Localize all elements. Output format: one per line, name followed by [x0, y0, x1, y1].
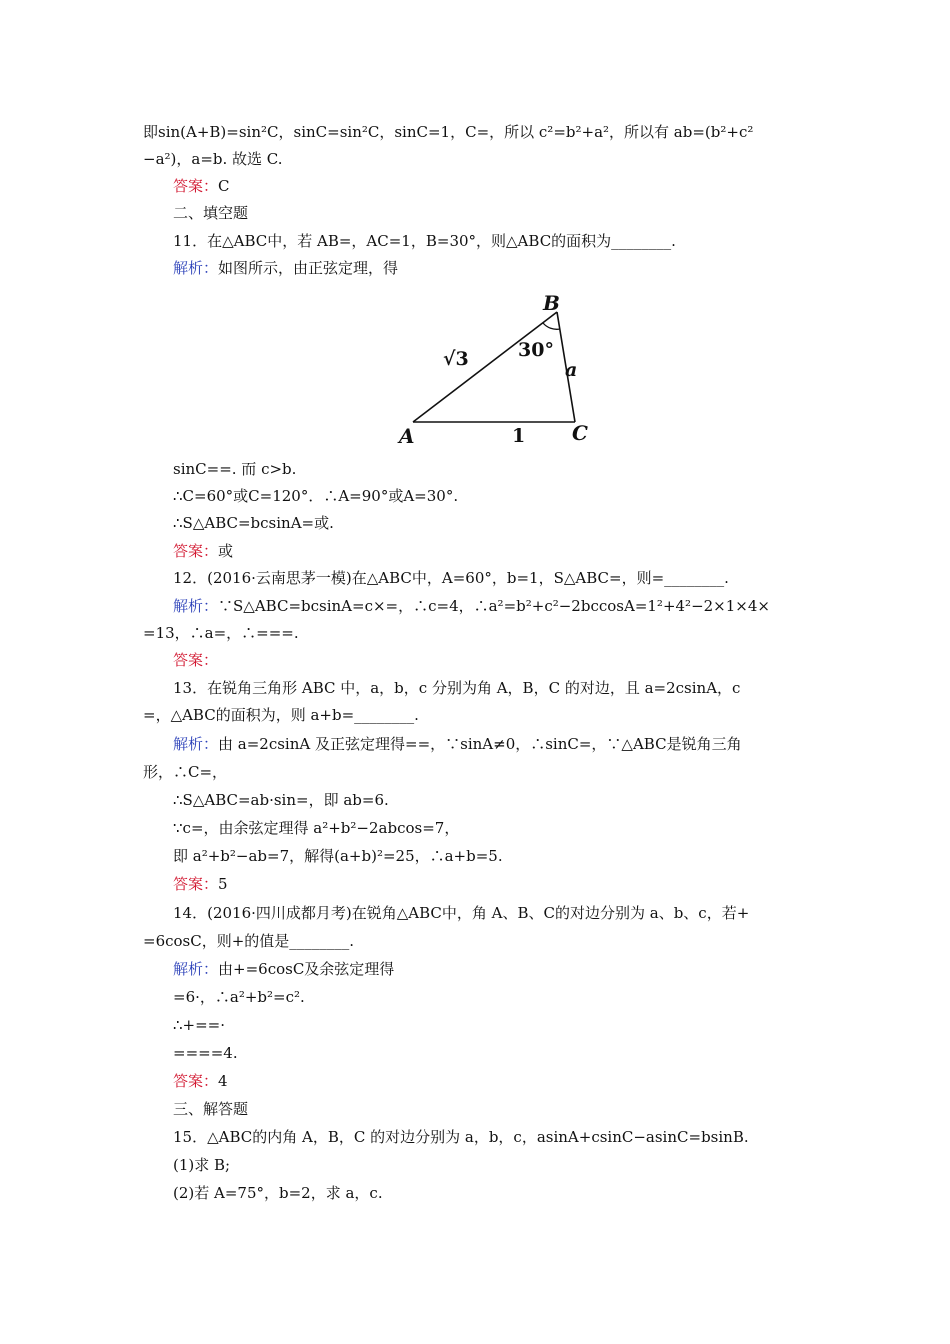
analysis-line: 解析：∵S△ABC=bcsinA=c×=，∴c=4，∴a²=b²+c²−2bccosA=1²+4²−2×1×4×	[173, 597, 770, 615]
text-line: ∴S△ABC=ab·sin=，即 ab=6.	[173, 791, 389, 809]
answer-label: 答案：	[173, 542, 219, 560]
text-line: ∴+==·	[173, 1016, 226, 1034]
analysis-line: 解析：由 a=2csinA 及正弦定理得==，∵sinA≠0，∴sinC=，∵△ABC是锐角三角	[173, 735, 742, 753]
section-heading: 二、填空题	[173, 204, 249, 222]
text-line: =，△ABC的面积为，则 a+b=________.	[143, 706, 419, 724]
text-line: ∵c=，由余弦定理得 a²+b²−2abcos=7，	[173, 819, 460, 837]
text-line: ∴S△ABC=bcsinA=或.	[173, 514, 334, 532]
analysis-label: 解析：	[173, 597, 219, 615]
answer-line: 答案：5	[173, 875, 228, 893]
text-line: −a²)，a=b. 故选 C.	[143, 150, 283, 168]
analysis-label: 解析：	[173, 259, 219, 277]
text-line: =6cosC，则+的值是________.	[143, 932, 355, 950]
answer-label: 答案：	[173, 651, 219, 669]
text-line: ====4.	[173, 1044, 238, 1062]
angle-b-label: 30°	[518, 339, 554, 361]
question-line: 15．△ABC的内角 A，B，C 的对边分别为 a，b，c，asinA+csinC−asinC=bsinB.	[173, 1128, 749, 1146]
section-heading: 三、解答题	[173, 1100, 249, 1118]
question-line: 13．在锐角三角形 ABC 中，a，b，c 分别为角 A，B，C 的对边，且 a=2csinA，c	[173, 679, 741, 697]
question-line: 12．(2016·云南思茅一模)在△ABC中，A=60°，b=1，S△ABC=，则=________.	[173, 569, 729, 587]
text-line: sinC==. 而 c>b.	[173, 460, 297, 478]
answer-line: 答案：4	[173, 1072, 228, 1090]
analysis-label: 解析：	[173, 960, 219, 978]
analysis-line: 解析：如图所示，由正弦定理，得	[173, 259, 399, 277]
question-line: 11．在△ABC中，若 AB=，AC=1，B=30°，则△ABC的面积为________.	[173, 232, 676, 250]
text-line: =13，∴a=，∴===.	[143, 624, 299, 642]
answer-label: 答案：	[173, 177, 219, 195]
vertex-b-label: B	[543, 292, 560, 315]
vertex-c-label: C	[572, 421, 588, 445]
text-line: 即 a²+b²−ab=7，解得(a+b)²=25，∴a+b=5.	[173, 847, 503, 865]
answer-line: 答案：或	[173, 542, 234, 560]
question-line: 14．(2016·四川成都月考)在锐角△ABC中，角 A、B、C的对边分别为 a、b、c，若+	[173, 904, 750, 922]
text-line: 形，∴C=，	[143, 763, 228, 781]
triangle-figure	[395, 292, 595, 450]
side-bc-label: a	[565, 359, 578, 381]
answer-label: 答案：	[173, 1072, 219, 1090]
side-ac-label: 1	[512, 425, 526, 447]
answer-line	[173, 649, 218, 671]
vertex-a-label: A	[399, 424, 415, 448]
text-line: (2)若 A=75°，b=2，求 a，c.	[173, 1184, 383, 1202]
text-line: =6·，∴a²+b²=c².	[173, 988, 305, 1006]
answer-line: 答案：C	[173, 177, 230, 195]
text-line: (1)求 B;	[173, 1156, 231, 1174]
side-ab-label: √3	[443, 348, 469, 370]
text-line: 即sin(A+B)=sin²C，sinC=sin²C，sinC=1，C=，所以 c²=b²+a²，所以有 ab=(b²+c²	[143, 123, 754, 141]
text-line: ∴C=60°或C=120°．∴A=90°或A=30°.	[173, 487, 459, 505]
analysis-line: 解析：由+=6cosC及余弦定理得	[173, 960, 395, 978]
answer-label: 答案：	[173, 875, 219, 893]
analysis-label: 解析：	[173, 735, 219, 753]
